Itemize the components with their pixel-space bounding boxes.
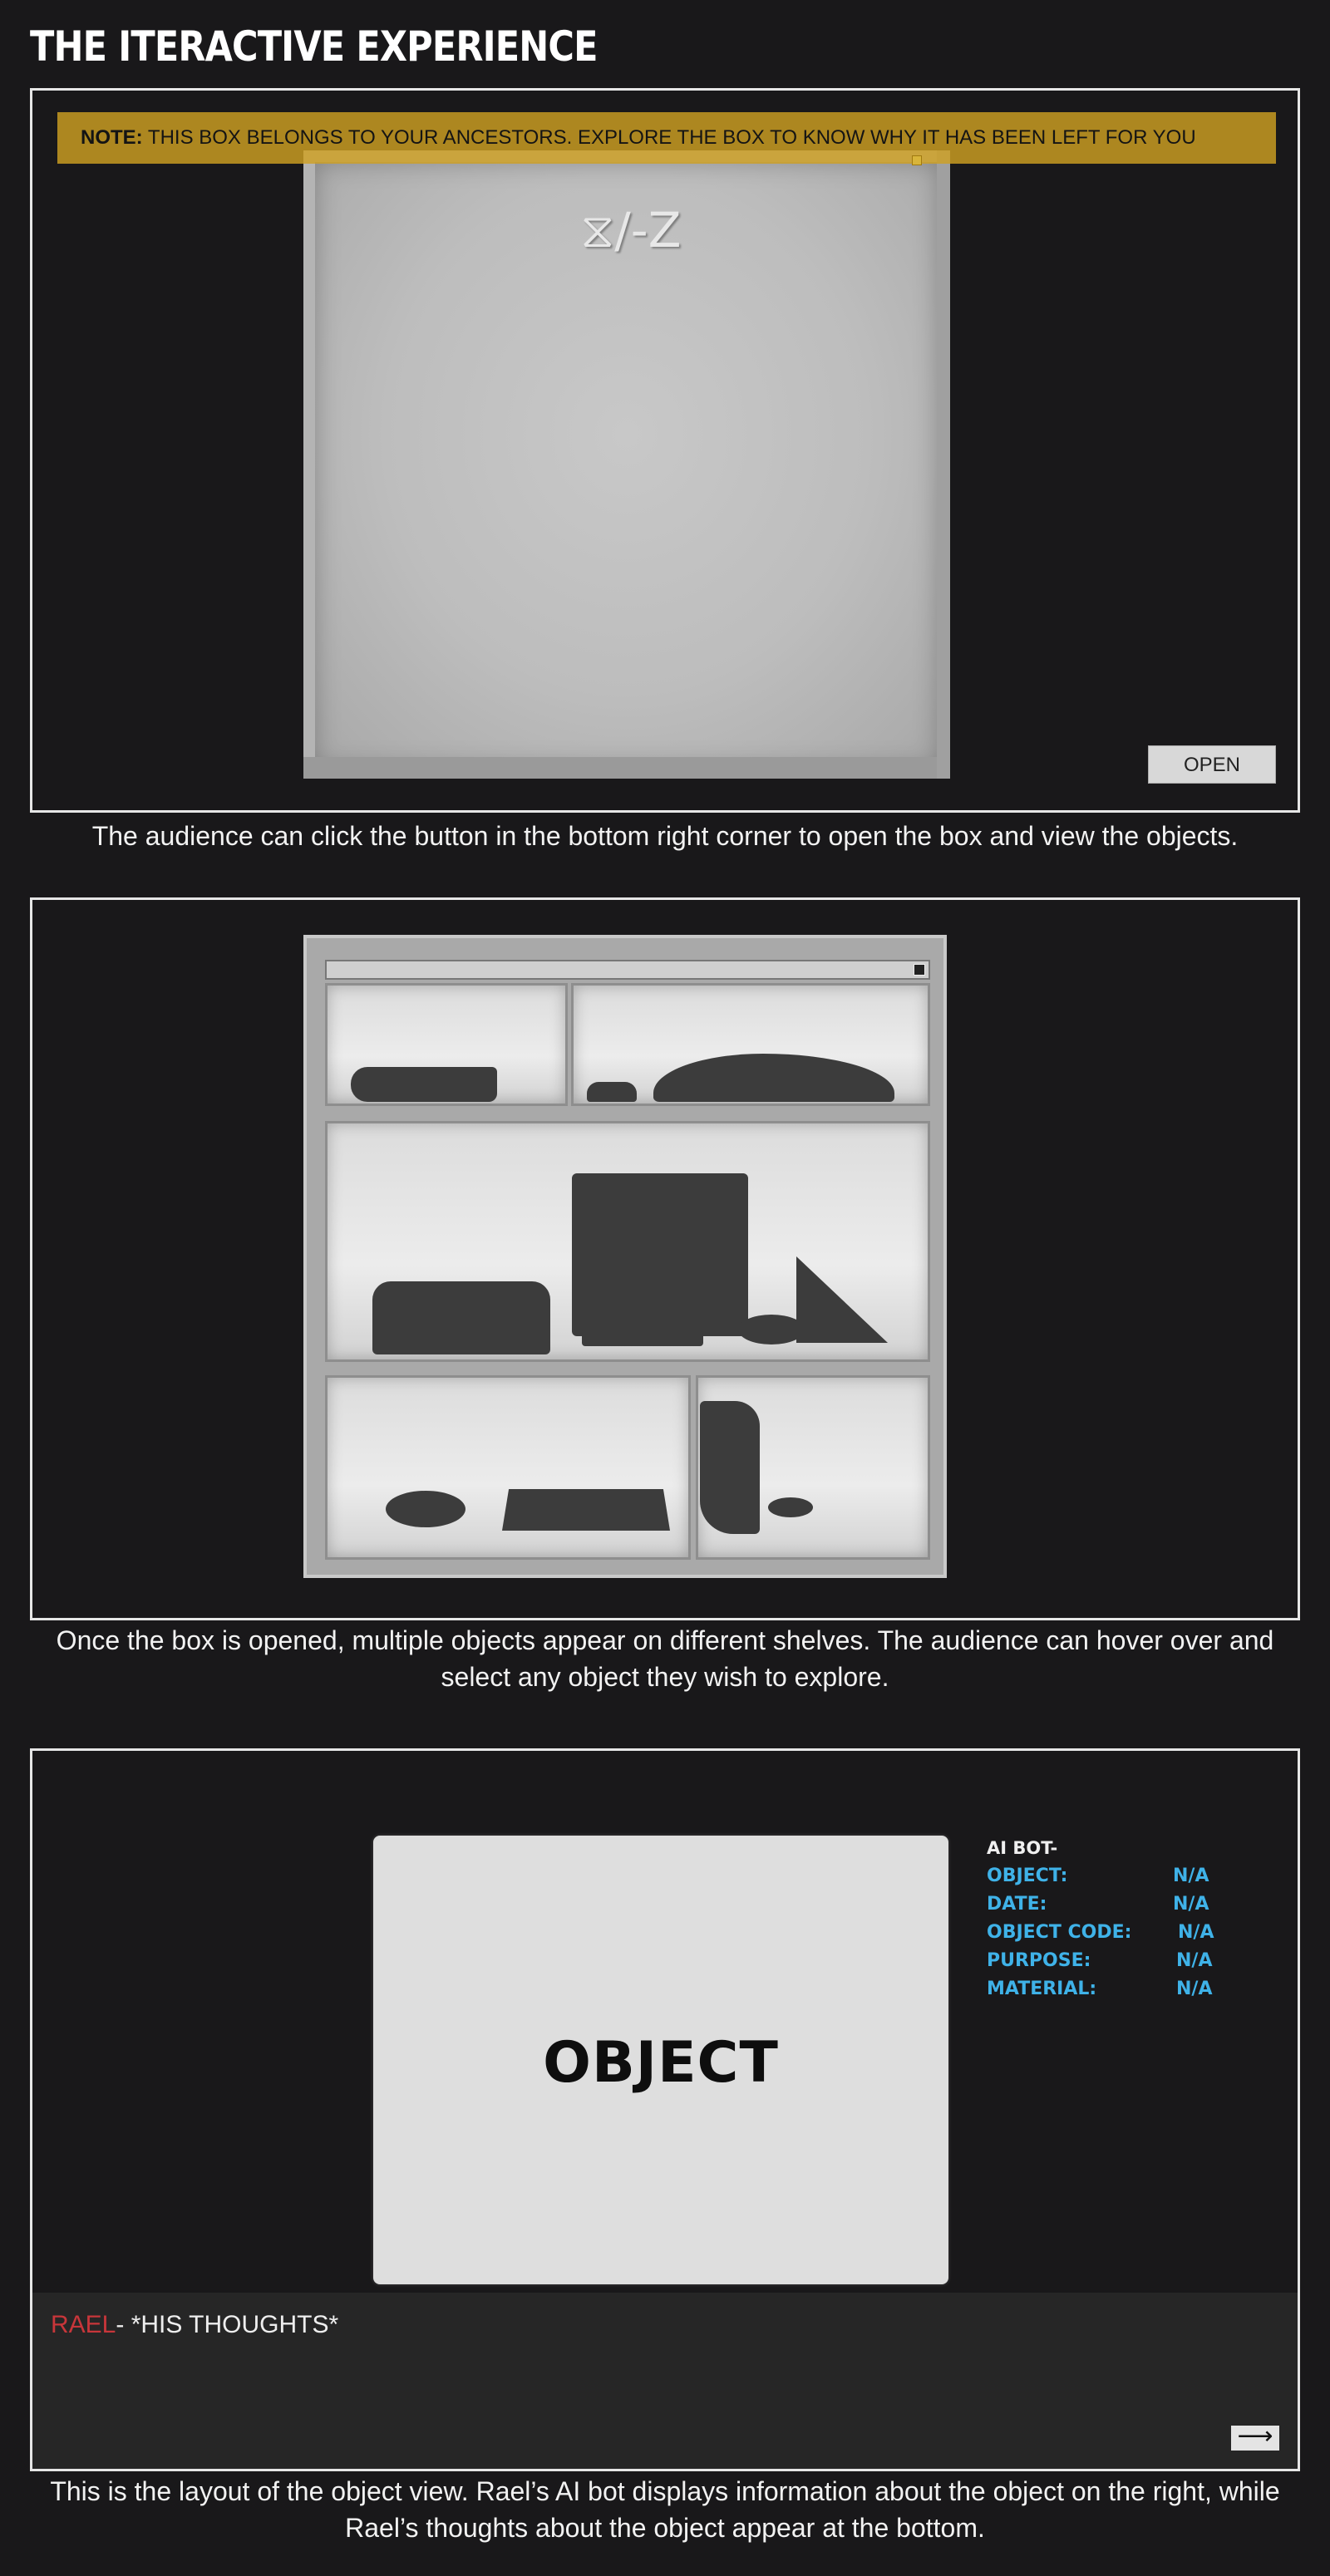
ai-field-value: N/A [1176,1950,1213,1971]
cabinet-top-bar [325,960,930,980]
shelf-bottom-right [696,1375,930,1560]
box-side-rim [937,150,950,779]
ai-field-label: DATE: [987,1894,1047,1915]
thoughts-content: - *HIS THOUGHTS* [116,2311,339,2338]
object-viewer[interactable] [373,1836,948,2284]
shelf-object[interactable] [796,1256,888,1343]
right-arrow-icon[interactable]: ⟶ [1231,2426,1279,2451]
note-prefix: NOTE: [81,126,143,149]
shelf-bottom-left [325,1375,691,1560]
shelf-object[interactable] [738,1315,805,1345]
panel1-caption: The audience can click the button in the bottom right corner to open the box and view the objects. [91,821,1239,851]
object-view-panel [30,1748,1300,2471]
ai-field-value: N/A [1176,1979,1213,1999]
box-bottom-rim [303,757,950,779]
shelf-object[interactable] [386,1491,466,1527]
shelf-top-right [571,983,930,1106]
shelf-object[interactable] [587,1082,637,1102]
shelf-object[interactable] [372,1281,550,1354]
ai-field-purpose [987,1947,1261,1975]
ai-field-material [987,1975,1261,2003]
open-cabinet [303,935,947,1578]
ai-field-label: MATERIAL: [987,1979,1097,1999]
ai-field-date [987,1890,1261,1919]
open-button[interactable]: OPEN [1148,745,1276,784]
shelf-object[interactable] [700,1401,760,1534]
object-label: OBJECT [543,2030,779,2096]
ai-field-value: N/A [1178,1922,1214,1943]
shelf-object[interactable] [582,1331,703,1346]
thoughts-text [51,2311,338,2339]
ancestor-note-banner [57,112,1276,164]
ai-field-value: N/A [1173,1866,1209,1886]
open-box-panel [30,897,1300,1620]
panel3-caption: This is the layout of the object view. Rael’s AI bot displays information about the object on the right, while Rael’s thoughts about the object appear at the bottom. [50,2476,1280,2543]
ai-field-label: OBJECT CODE: [987,1922,1132,1943]
ai-field-object [987,1862,1261,1890]
ai-bot-title: AI BOT- [987,1838,1058,1858]
closed-box [303,150,950,779]
ai-field-label: OBJECT: [987,1866,1068,1886]
note-text: THIS BOX BELONGS TO YOUR ANCESTORS. EXPLORE THE BOX TO KNOW WHY IT HAS BEEN LEFT FOR YOU [147,126,1196,149]
thoughts-box [32,2293,1298,2469]
panel2-caption: Once the box is opened, multiple objects appear on different shelves. The audience can hover over and select any object they wish to explore. [56,1625,1274,1692]
closed-box-panel [30,88,1300,813]
shelf-object[interactable] [768,1497,813,1517]
shelf-object[interactable] [351,1067,497,1102]
shelf-object[interactable] [502,1489,670,1531]
page-title: THE ITERACTIVE EXPERIENCE [30,22,598,71]
shelf-object[interactable] [572,1173,748,1336]
ai-bot-panel [987,1834,1261,2003]
box-emblem: ⧖/-Z [580,202,682,258]
note-resize-handle [912,155,922,165]
shelf-top-left [325,983,568,1106]
speaker-name: RAEL [51,2311,116,2338]
cabinet-corner-icon [914,964,925,976]
shelf-middle [325,1121,930,1362]
ai-field-label: PURPOSE: [987,1950,1091,1971]
shelf-object[interactable] [653,1054,894,1102]
ai-field-object-code [987,1919,1261,1947]
ai-field-value: N/A [1173,1894,1209,1915]
